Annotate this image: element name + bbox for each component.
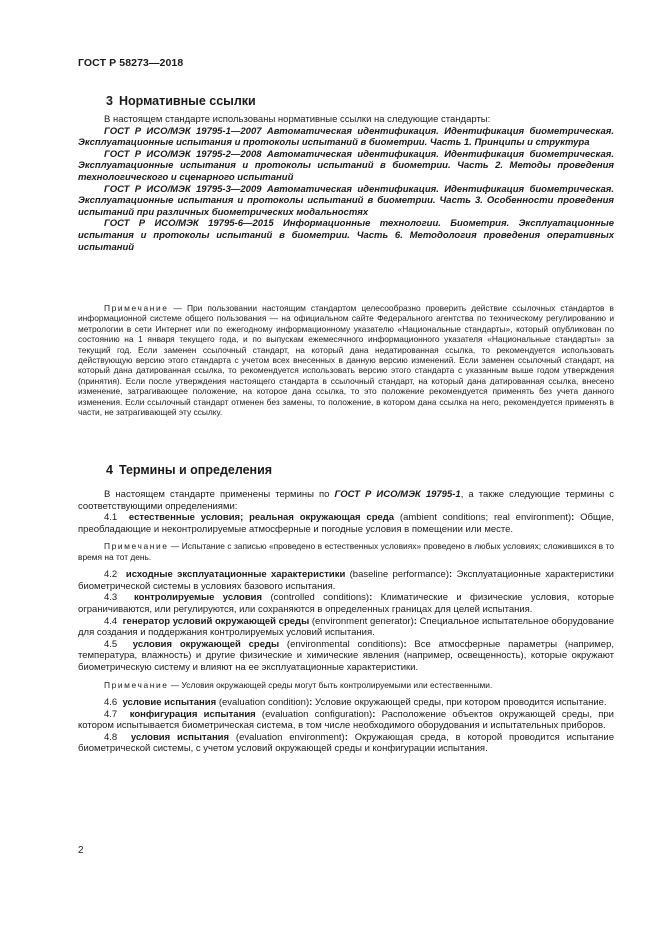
reference-2: ГОСТ Р ИСО/МЭК 19795-2—2008 Автоматическая идентификация. Идентификация биометрическая. Эксплуатационные испытания и протоколы испытаний в биометрии. Часть 2. Методы проведения технологического и сценарного испытаний [78,148,614,183]
note-label: Примечание [104,303,169,313]
term-4-5: 4.5 условия окружающей среды (environmental conditions): Все атмосферные параметры (например, температура, влажность) и другие физические и химические явления (например, освещенность), которые окружают биометрическую систему и влияют на ее эксплуатационные характеристики. [78,638,614,673]
section-4-heading: 4 Термины и определения [106,463,273,477]
reference-3: ГОСТ Р ИСО/МЭК 19795-3—2009 Автоматическая идентификация. Идентификация биометрическая. Эксплуатационные испытания и протоколы испытаний в биометрии. Часть 3. Особенности проведения испытаний при различных биометрических модальностях [78,183,614,218]
section-3-note [78,303,614,417]
reference-4: ГОСТ Р ИСО/МЭК 19795-6—2015 Информационные технологии. Биометрия. Эксплуатационные испытания и протоколы испытаний в биометрии. Часть 6. Методология проведения оперативных испытаний [78,218,614,253]
term-4-2: 4.2 исходные эксплуатационные характеристики (baseline performance): Эксплуатационные характеристики биометрической системы в условиях базового испытания. [78,569,614,592]
section-4-intro: В настоящем стандарте применены термины по ГОСТ Р ИСО/МЭК 19795-1, а также следующие термины с соответствующими определениями: [78,489,614,512]
section-3-intro: В настоящем стандарте использованы нормативные ссылки на следующие стандарты: [104,114,491,125]
section-3-body [78,114,614,253]
term-4-1: 4.1 естественные условия; реальная окружающая среда (ambient conditions; real environment): Общие, преобладающие и неконтролируемые атмосферные и погодные условия в помещении или месте. [78,512,615,535]
document-code: ГОСТ Р 58273—2018 [78,57,184,69]
section-4-body [78,489,614,755]
reference-1: ГОСТ Р ИСО/МЭК 19795-1—2007 Автоматическая идентификация. Идентификация биометрическая. Эксплуатационные испытания и протоколы испытаний в биометрии. Часть 1. Принципы и структура [78,125,614,149]
term-4-4: 4.4 генератор условий окружающей среды (environment generator): Специальное испытательное оборудование для создания и поддержания контролируемых условий испытания. [78,615,615,639]
term-4-3: 4.3 контролируемые условия (controlled conditions): Климатические и физические условия, которые ограничиваются, или регулируются, или сохраняются в определенных границах для целей испытания. [78,592,615,615]
term-4-8: 4.8 условия испытания (evaluation environment): Окружающая среда, в которой проводится испытание биометрической системы, с учетом условий окружающей среды и конфигурации испытания. [78,731,614,755]
note-text: — При пользовании настоящим стандартом целесообразно проверить действие ссылочных стандартов в информационной системе общего пользования — на официальном сайте Федерального агентства по техническому регулированию и метрологии в сети Интернет или по ежегодному информационному указателю «Национальные стандарты», который опубликован по состоянию на 1 января текущего года, и по выпускам ежемесячного информационного указателя «Национальные стандарты» за текущий год. Если заменен ссылочный стандарт, на который дана недатированная ссылка, то рекомендуется использовать действующую версию этого стандарта с учетом всех внесенных в данную версию изменений. Если заменен ссылочный стандарт, на который дана датированная ссылка, то рекомендуется использовать версию этого стандарта с указанным выше годом утверждения (принятия). Если после утверждения настоящего стандарта в ссылочный стандарт, на который дана датированная ссылка, внесено изменение, затрагивающее положение, на которое дана ссылка, то это положение рекомендуется применять без учета данного изменения. Если ссылочный стандарт отменен без замены, то положение, в котором дана ссылка на него, рекомендуется применять в части, не затрагивающей эту ссылку. [78,303,614,418]
term-4-6: 4.6 условие испытания (evaluation condition): Условие окружающей среды, при котором проводится испытание. [104,696,607,708]
term-4-1-note: Примечание — Испытание с записью «проведено в естественных условиях» проведено в любых условиях; сложившихся в то время на тот день. [78,541,614,562]
page-number: 2 [78,845,84,856]
section-3-heading: 3 Нормативные ссылки [106,94,256,108]
term-4-5-note: Примечание — Условия окружающей среды могут быть контролируемыми или естественными. [104,679,493,690]
term-4-7: 4.7 конфигурация испытания (evaluation configuration): Расположение объектов окружающей среды, при котором испытывается биометрическая система, в том числе необходимого оборудования и испытательных приборов. [78,708,614,732]
